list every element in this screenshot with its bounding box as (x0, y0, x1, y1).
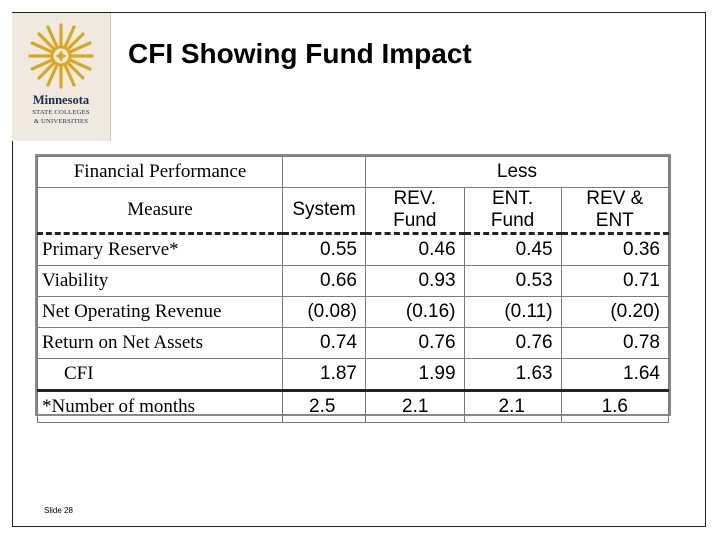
header-system: System (283, 188, 366, 234)
cell-value: 2.5 (283, 391, 366, 423)
header-row-1 (38, 157, 669, 188)
cell-value: 0.93 (366, 266, 465, 297)
cell-value: 1.6 (561, 391, 668, 423)
logo-name: Minnesota (32, 93, 90, 107)
cell-value: 0.36 (561, 234, 668, 266)
table-row (38, 328, 669, 359)
table-row (38, 297, 669, 328)
row-label: Net Operating Revenue (38, 297, 283, 328)
cell-value: (0.16) (366, 297, 465, 328)
row-label: Return on Net Assets (38, 328, 283, 359)
row-label-cfi: CFI (38, 359, 283, 391)
header-empty-cell (283, 157, 366, 188)
cell-value: 0.53 (464, 266, 561, 297)
cell-value: 0.78 (561, 328, 668, 359)
cell-value: (0.20) (561, 297, 668, 328)
table-row-cfi (38, 359, 669, 391)
table-row-months (38, 391, 669, 423)
cell-value: 2.1 (366, 391, 465, 423)
cell-value: 1.99 (366, 359, 465, 391)
cell-value: 2.1 (464, 391, 561, 423)
cell-value: 0.71 (561, 266, 668, 297)
logo-subtitle-1: STATE COLLEGES (32, 109, 90, 116)
cell-value: (0.11) (464, 297, 561, 328)
cell-value: 0.76 (464, 328, 561, 359)
row-label: Primary Reserve* (38, 234, 283, 266)
header-less: Less (366, 157, 669, 188)
logo-subtitle-2: & UNIVERSITIES (33, 118, 89, 125)
cfi-table (35, 154, 671, 416)
table-row (38, 234, 669, 266)
minnesota-logo (12, 13, 111, 141)
slide-title: CFI Showing Fund Impact (128, 38, 472, 69)
header-ent-fund: ENT. Fund (464, 188, 561, 234)
cell-value: (0.08) (283, 297, 366, 328)
header-row-2 (38, 188, 669, 234)
header-measure: Measure (38, 188, 283, 234)
cell-value: 0.74 (283, 328, 366, 359)
slide-number: Slide 28 (44, 506, 73, 515)
star-burst-icon (26, 21, 96, 91)
cell-value: 0.55 (283, 234, 366, 266)
cell-value: 1.87 (283, 359, 366, 391)
cell-value: 1.64 (561, 359, 668, 391)
cell-value: 1.63 (464, 359, 561, 391)
cell-value: 0.76 (366, 328, 465, 359)
cell-value: 0.45 (464, 234, 561, 266)
header-rev-ent: REV & ENT (561, 188, 668, 234)
header-rev-fund: REV. Fund (366, 188, 465, 234)
cell-value: 0.46 (366, 234, 465, 266)
header-financial-performance: Financial Performance (38, 157, 283, 188)
row-label: Viability (38, 266, 283, 297)
table-row (38, 266, 669, 297)
row-label-months: *Number of months (38, 391, 283, 423)
cell-value: 0.66 (283, 266, 366, 297)
